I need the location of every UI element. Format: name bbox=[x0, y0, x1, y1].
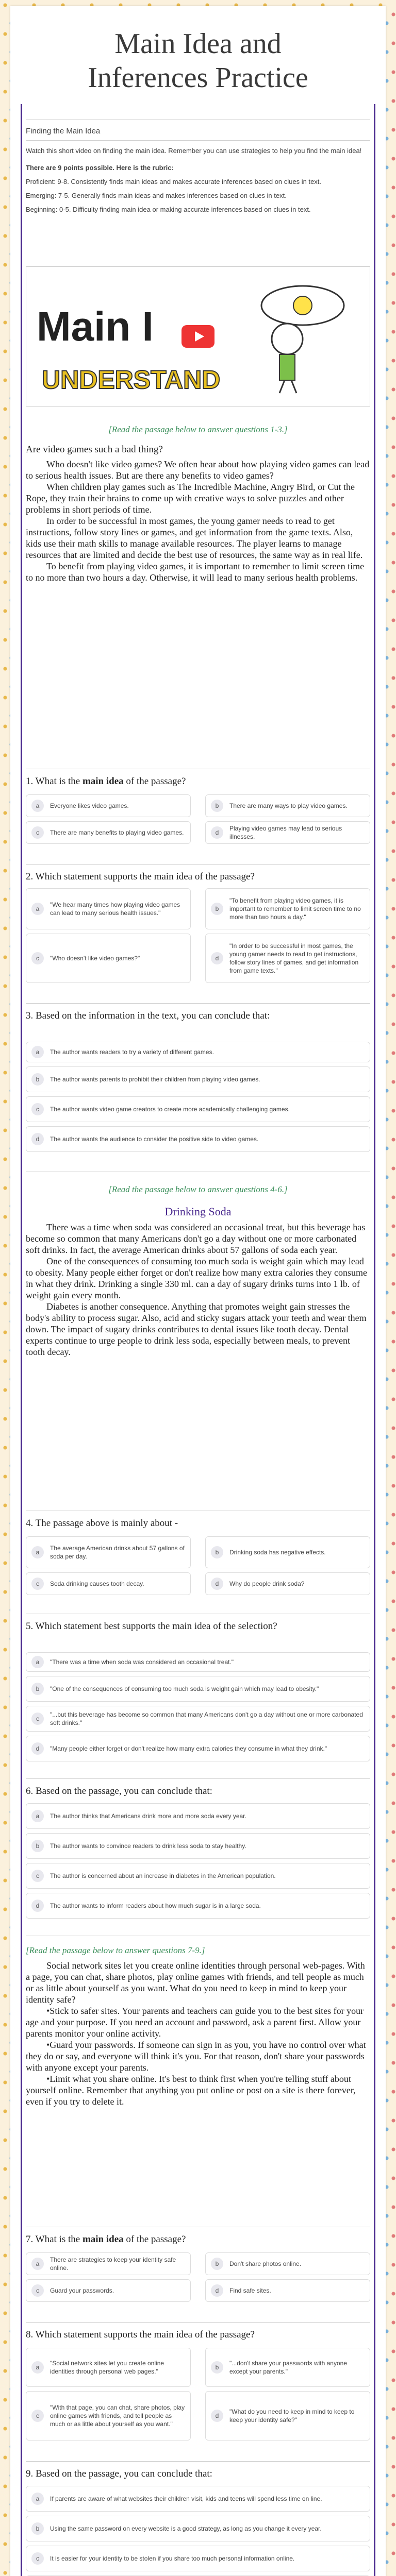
passage-paragraph: •Guard your passwords. If someone can sign in as you, you have no control over what they do or say, and everyone will think it's you. For that reason, don't share your passwords with anyone except your parents. bbox=[26, 2040, 366, 2073]
passage-paragraph: Who doesn't like video games? We often hear about how playing video games can lead to serious health issues. But are there any benefits to video games? bbox=[26, 459, 370, 481]
question-prompt: 3. Based on the information in the text, you can conclude that: bbox=[26, 1010, 270, 1021]
divider bbox=[26, 140, 370, 141]
answer-option-a[interactable]: a "We hear many times how playing video games can lead to many serious health issues." bbox=[26, 888, 191, 929]
answer-option-c[interactable]: c "...but this beverage has become so common that many Americans don't go a day without one or more carbonated soft drinks." bbox=[26, 1706, 370, 1732]
question-prompt: 4. The passage above is mainly about - bbox=[26, 1518, 178, 1529]
passage-1 bbox=[26, 425, 370, 583]
answer-option-d[interactable]: d Playing video games may lead to serious illnesses. bbox=[205, 821, 370, 844]
rubric-item: Emerging: 7-5. Generally finds main ideas and makes inferences based on clues in text. bbox=[26, 192, 287, 199]
answer-option-b[interactable]: b Drinking soda has negative effects. bbox=[205, 1536, 370, 1568]
question-4 bbox=[26, 1511, 370, 1530]
question-8 bbox=[26, 2322, 370, 2341]
answer-option-d[interactable]: d "What do you need to keep in mind to keep to keep your identity safe?" bbox=[205, 2391, 370, 2441]
question-prompt: 5. Which statement best supports the main idea of the selection? bbox=[26, 1621, 277, 1632]
intro-text: Watch this short video on finding the main idea. Remember you can use strategies to help you find the main idea! bbox=[26, 147, 362, 155]
video-understand-text: UNDERSTAND bbox=[42, 365, 221, 394]
passage-paragraph: In order to be successful in most games, the young gamer needs to read to get instructions, follow story lines or games, and get information from the game texts. Also, kids use their math skills to manage available resources. The player learns to manage resources that are limited and decide the best use of resources, the same way as in real life. bbox=[26, 516, 363, 560]
answer-option-c[interactable]: c "Who doesn't like video games?" bbox=[26, 934, 191, 983]
answer-option-c[interactable]: c There are many benefits to playing video games. bbox=[26, 821, 191, 844]
divider bbox=[26, 2461, 370, 2462]
passage-paragraph: There was a time when soda was considered an occasional treat, but this beverage has become so common that many Americans don't go a day without one or more carbonated soft drinks. In fact, the average American drinks about 57 gallons of soda each year. bbox=[26, 1222, 366, 1255]
question-5 bbox=[26, 1614, 370, 1633]
answer-option-a[interactable]: a Everyone likes video games. bbox=[26, 794, 191, 817]
passage-instruction: [Read the passage below to answer questions 7-9.] bbox=[26, 1945, 205, 1955]
passage-title: Drinking Soda bbox=[164, 1205, 232, 1218]
answer-option-c[interactable]: c Guard your passwords. bbox=[26, 2279, 191, 2302]
answer-option-c[interactable]: c The author wants video game creators to create more academically challenging games. bbox=[26, 1096, 370, 1122]
passage-3 bbox=[26, 1936, 370, 2107]
passage-paragraph: Social network sites let you create online identities through personal web-pages. With a page, you can chat, share photos, play online games with friends, and tell people as much or as little about yourself as you want. What do you need to keep in mind to keep your identity safe? bbox=[26, 1960, 365, 2005]
answer-option-b[interactable]: b The author wants to convince readers to drink less soda to stay healthy. bbox=[26, 1833, 370, 1859]
rubric-item: Proficient: 9-8. Consistently finds main ideas and makes accurate inferences based on clues in text. bbox=[26, 178, 322, 185]
answer-option-c[interactable]: c It is easier for your identity to be stolen if you share too much personal information online. bbox=[26, 2546, 370, 2571]
video-title-text: Main I bbox=[37, 303, 154, 349]
passage-paragraph: •Stick to safer sites. Your parents and teachers can guide you to the best sites for your age and your purpose. If you need an account and password, ask a parent first. Allow your parents monitor your online activity. bbox=[26, 2006, 364, 2039]
divider bbox=[26, 1778, 370, 1779]
answer-option-b[interactable]: b "To benefit from playing video games, it is important to remember to limit screen time to no more than two hours a day." bbox=[205, 888, 370, 929]
answer-option-b[interactable]: b "One of the consequences of consuming too much soda is weight gain which may lead to obesity." bbox=[26, 1676, 370, 1702]
answer-option-d[interactable]: d Why do people drink soda? bbox=[205, 1572, 370, 1595]
divider bbox=[26, 864, 370, 865]
passage-2 bbox=[26, 1172, 370, 1358]
answer-option-a[interactable]: a If parents are aware of what websites their children visit, kids and teens will spend less time on line. bbox=[26, 2486, 370, 2512]
answer-option-d[interactable]: d The author wants to inform readers about how much sugar is in a large soda. bbox=[26, 1893, 370, 1919]
answer-option-b[interactable]: b "...don't share your passwords with anyone except your parents." bbox=[205, 2348, 370, 2387]
passage-title: Are video games such a bad thing? bbox=[26, 444, 163, 455]
lightbulb-thinker-icon bbox=[256, 282, 349, 396]
answer-option-b[interactable]: b The author wants parents to prohibit their children from playing video games. bbox=[26, 1066, 370, 1092]
question-prompt: 9. Based on the passage, you can conclude that: bbox=[26, 2468, 212, 2479]
divider bbox=[26, 2322, 370, 2323]
answer-option-d[interactable]: d "Many people either forget or don't realize how many extra calories they consume in what they drink." bbox=[26, 1736, 370, 1761]
question-1 bbox=[26, 769, 370, 788]
passage-paragraph: •Limit what you share online. It's best to think first when you're telling stuff about yourself online. Remember that anything you put online or post on a site is there forever, even if you try to delete it. bbox=[26, 2074, 356, 2107]
passage-paragraph: Diabetes is another consequence. Anything that promotes weight gain stresses the body's ability to process sugar. Also, acid and sticky sugars attack your teeth and wear them down. The impact of sugary drinks contributes to dental issues like tooth decay. Dental experts continue to urge people to drink less soda, especially between meals, to prevent tooth decay. bbox=[26, 1301, 367, 1357]
answer-option-a[interactable]: a The author thinks that Americans drink more and more soda every year. bbox=[26, 1803, 370, 1829]
answer-option-a[interactable]: a "There was a time when soda was considered an occasional treat." bbox=[26, 1652, 370, 1672]
page-title: Main Idea and Inferences Practice bbox=[88, 28, 308, 94]
answer-option-a[interactable]: a The average American drinks about 57 gallons of soda per day. bbox=[26, 1536, 191, 1568]
question-9 bbox=[26, 2461, 370, 2480]
video-player[interactable] bbox=[26, 266, 370, 406]
question-7 bbox=[26, 2227, 370, 2246]
passage-paragraph: When children play games such as The Incredible Machine, Angry Bird, or Cut the Rope, they train their brains to come up with creative ways to solve puzzles and other problems in short periods of time. bbox=[26, 482, 355, 515]
answer-option-d[interactable]: d "In order to be successful in most games, the young gamer needs to read to get instructions, follow story lines of games, and get information from game texts." bbox=[205, 934, 370, 983]
question-3 bbox=[26, 1003, 370, 1022]
answer-option-d[interactable]: d The author wants the audience to consider the positive side to video games. bbox=[26, 1126, 370, 1152]
question-prompt: 7. What is the main idea of the passage? bbox=[26, 2234, 186, 2245]
rubric-title: There are 9 points possible. Here is the rubric: bbox=[26, 164, 174, 172]
answer-option-d[interactable]: d Find safe sites. bbox=[205, 2279, 370, 2302]
answer-option-a[interactable]: a "Social network sites let you create online identities through personal web pages." bbox=[26, 2348, 191, 2387]
answer-option-a[interactable]: a There are strategies to keep your identity safe online. bbox=[26, 2252, 191, 2275]
answer-option-a[interactable]: a The author wants readers to try a variety of different games. bbox=[26, 1042, 370, 1062]
intro-section bbox=[26, 120, 370, 218]
answer-option-b[interactable]: b Don't share photos online. bbox=[205, 2252, 370, 2275]
answer-option-c[interactable]: c Soda drinking causes tooth decay. bbox=[26, 1572, 191, 1595]
intro-heading: Finding the Main Idea bbox=[26, 127, 101, 135]
question-prompt: 1. What is the main idea of the passage? bbox=[26, 776, 186, 787]
answer-option-b[interactable]: b There are many ways to play video games. bbox=[205, 794, 370, 817]
answer-option-b[interactable]: b Using the same password on every website is a good strategy, as long as you change it every year. bbox=[26, 2516, 370, 2541]
divider bbox=[26, 1003, 370, 1004]
answer-option-c[interactable]: c "With that page, you can chat, share photos, play online games with friends, and tell people as much or as little about yourself as you want." bbox=[26, 2391, 191, 2441]
worksheet-card bbox=[10, 6, 386, 2576]
rubric-item: Beginning: 0-5. Difficulty finding main idea or making accurate inferences based on clues in text. bbox=[26, 206, 311, 213]
passage-paragraph: To benefit from playing video games, it is important to remember to limit screen time to no more than two hours a day. Otherwise, it will lead to many serious health problems. bbox=[26, 561, 365, 583]
answer-option-c[interactable]: c The author is concerned about an increase in diabetes in the American population. bbox=[26, 1863, 370, 1889]
passage-instruction: [Read the passage below to answer questions 1-3.] bbox=[108, 425, 288, 434]
question-prompt: 8. Which statement supports the main idea of the passage? bbox=[26, 2329, 255, 2340]
question-6 bbox=[26, 1778, 370, 1798]
play-button-icon[interactable] bbox=[182, 325, 214, 348]
question-prompt: 2. Which statement supports the main idea of the passage? bbox=[26, 871, 255, 882]
title-area bbox=[10, 6, 386, 114]
question-2 bbox=[26, 864, 370, 883]
passage-paragraph: One of the consequences of consuming too much soda is weight gain which may lead to obesity. Many people either forget or don't realize how many extra calories they consume in what they drink. Drinking a single 330 ml. can a day of sugary drinks turns into 1 lb. of weight gain every month. bbox=[26, 1256, 368, 1300]
passage-instruction: [Read the passage below to answer questions 4-6.] bbox=[108, 1184, 288, 1194]
question-prompt: 6. Based on the passage, you can conclude that: bbox=[26, 1786, 212, 1797]
